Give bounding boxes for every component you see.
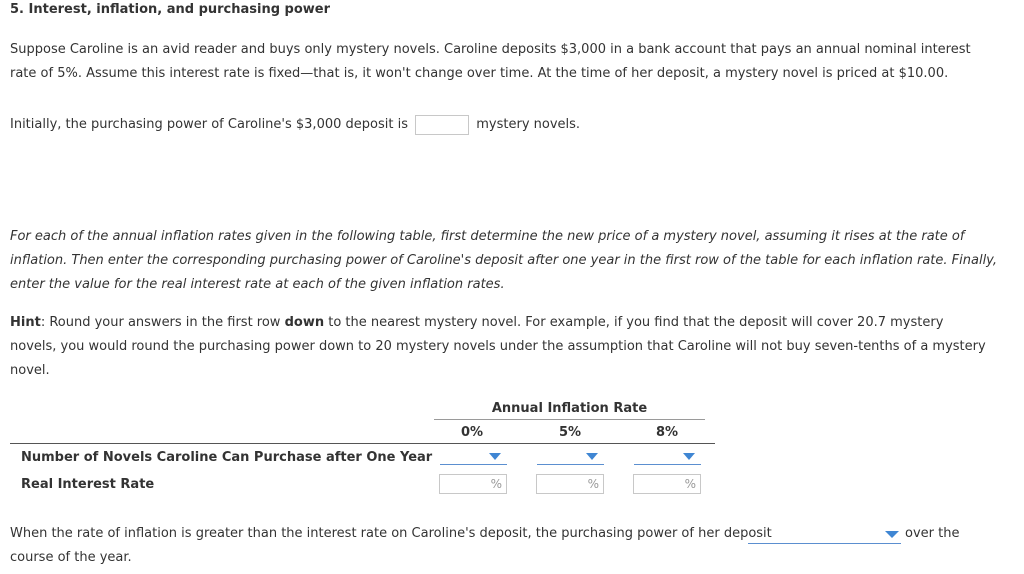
column-header-0: 0%: [460, 425, 484, 440]
intro-line-1: Suppose Caroline is an avid reader and buys only mystery novels. Caroline deposits $3,000 in a bank account that pays an annual nominal interest: [10, 42, 971, 57]
percent-suffix: %: [684, 477, 696, 491]
row-label-real-interest: Real Interest Rate: [21, 477, 155, 492]
instruction-line-2: inflation. Then enter the corresponding purchasing power of Caroline's deposit after one year in the first row of the table for each inflation rate. Finally,: [10, 253, 997, 268]
initial-suffix: mystery novels.: [476, 117, 581, 132]
real-rate-input-8pct[interactable]: [633, 474, 701, 494]
hint-label: Hint: [10, 315, 41, 330]
initial-purchasing-power-sentence: [10, 113, 580, 137]
row-label-novels: Number of Novels Caroline Can Purchase after One Year: [21, 450, 433, 465]
chevron-down-icon: [885, 531, 899, 538]
hint-line-1: [10, 311, 943, 335]
initial-prefix: Initially, the purchasing power of Caroline's $3,000 deposit is: [10, 117, 408, 132]
header-divider: [434, 419, 705, 420]
table-group-header: Annual Inflation Rate: [491, 401, 648, 416]
real-rate-input-0pct[interactable]: [439, 474, 507, 494]
initial-purchasing-power-input[interactable]: [415, 115, 469, 135]
percent-suffix: %: [587, 477, 599, 491]
real-rate-input-5pct[interactable]: [536, 474, 604, 494]
chevron-down-icon: [683, 453, 695, 460]
novels-dropdown-0pct[interactable]: [440, 451, 507, 465]
hint-line-2: novels, you would round the purchasing power down to 20 mystery novels under the assumption that Caroline will not buy seven-tenths of a mystery: [10, 339, 986, 354]
column-header-5: 5%: [558, 425, 582, 440]
intro-line-2: rate of 5%. Assume this interest rate is fixed—that is, it won't change over time. At the time of her deposit, a mystery novel is priced at $10.00.: [10, 66, 949, 81]
conclusion-line-2: course of the year.: [10, 550, 132, 565]
question-title: 5. Interest, inflation, and purchasing power: [10, 2, 331, 17]
novels-dropdown-8pct[interactable]: [634, 451, 701, 465]
percent-suffix: %: [490, 477, 502, 491]
conclusion-prefix: When the rate of inflation is greater than the interest rate on Caroline's deposit, the purchasing power of her deposit: [10, 526, 772, 541]
hint-text-a: : Round your answers in the first row: [40, 315, 285, 330]
purchasing-power-change-dropdown[interactable]: [748, 528, 901, 544]
hint-emphasis: down: [284, 315, 325, 330]
conclusion-suffix: over the: [905, 526, 960, 541]
chevron-down-icon: [489, 453, 501, 460]
instruction-line-3: enter the value for the real interest rate at each of the given inflation rates.: [10, 277, 505, 292]
column-header-8: 8%: [655, 425, 679, 440]
hint-line-3: novel.: [10, 363, 50, 378]
chevron-down-icon: [586, 453, 598, 460]
table-header-rule: [10, 443, 715, 444]
hint-text-b: to the nearest mystery novel. For example, if you find that the deposit will cover 20.7 mystery: [324, 315, 944, 330]
novels-dropdown-5pct[interactable]: [537, 451, 604, 465]
instruction-line-1: For each of the annual inflation rates given in the following table, first determine the new price of a mystery novel, assuming it rises at the rate of: [10, 229, 965, 244]
